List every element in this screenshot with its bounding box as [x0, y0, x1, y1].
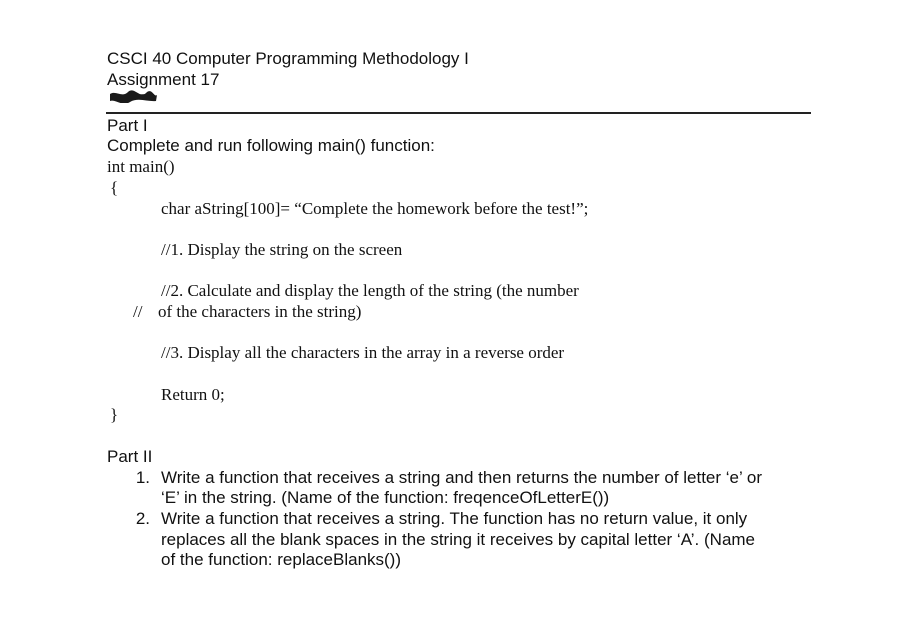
code-open-brace: {	[110, 178, 119, 197]
list-item-2-line-3: of the function: replaceBlanks())	[161, 550, 402, 569]
header-divider	[106, 112, 811, 114]
code-comment-1: //1. Display the string on the screen	[161, 240, 403, 259]
code-close-brace: }	[110, 405, 119, 424]
assignment-title: Assignment 17	[107, 70, 220, 89]
code-return: Return 0;	[161, 385, 225, 404]
part1-heading: Part I	[107, 116, 148, 135]
redaction-scribble	[108, 89, 158, 103]
part2-heading: Part II	[107, 447, 153, 466]
code-declaration: char aString[100]= “Complete the homework before the test!”;	[161, 199, 589, 218]
list-item-number: 2.	[135, 509, 150, 528]
list-item-number: 1.	[135, 468, 150, 487]
course-title: CSCI 40 Computer Programming Methodology I	[107, 49, 469, 68]
code-signature: int main()	[107, 157, 175, 176]
list-item-2-line-1: Write a function that receives a string. The function has no return value, it only	[161, 509, 748, 528]
code-comment-2a: //2. Calculate and display the length of the string (the number	[161, 281, 579, 300]
list-item-2-line-2: replaces all the blank spaces in the string it receives by capital letter ‘A’. (Name	[161, 530, 756, 549]
list-item-1-line-2: ‘E’ in the string. (Name of the function: freqenceOfLetterE())	[161, 488, 610, 507]
code-comment-2b: of the characters in the string)	[158, 302, 362, 321]
list-item-1-line-1: Write a function that receives a string and then returns the number of letter ‘e’ or	[161, 468, 762, 487]
code-comment-3: //3. Display all the characters in the array in a reverse order	[161, 343, 565, 362]
part1-instruction: Complete and run following main() function:	[107, 136, 435, 155]
code-comment-2-slashes: //	[133, 302, 143, 321]
